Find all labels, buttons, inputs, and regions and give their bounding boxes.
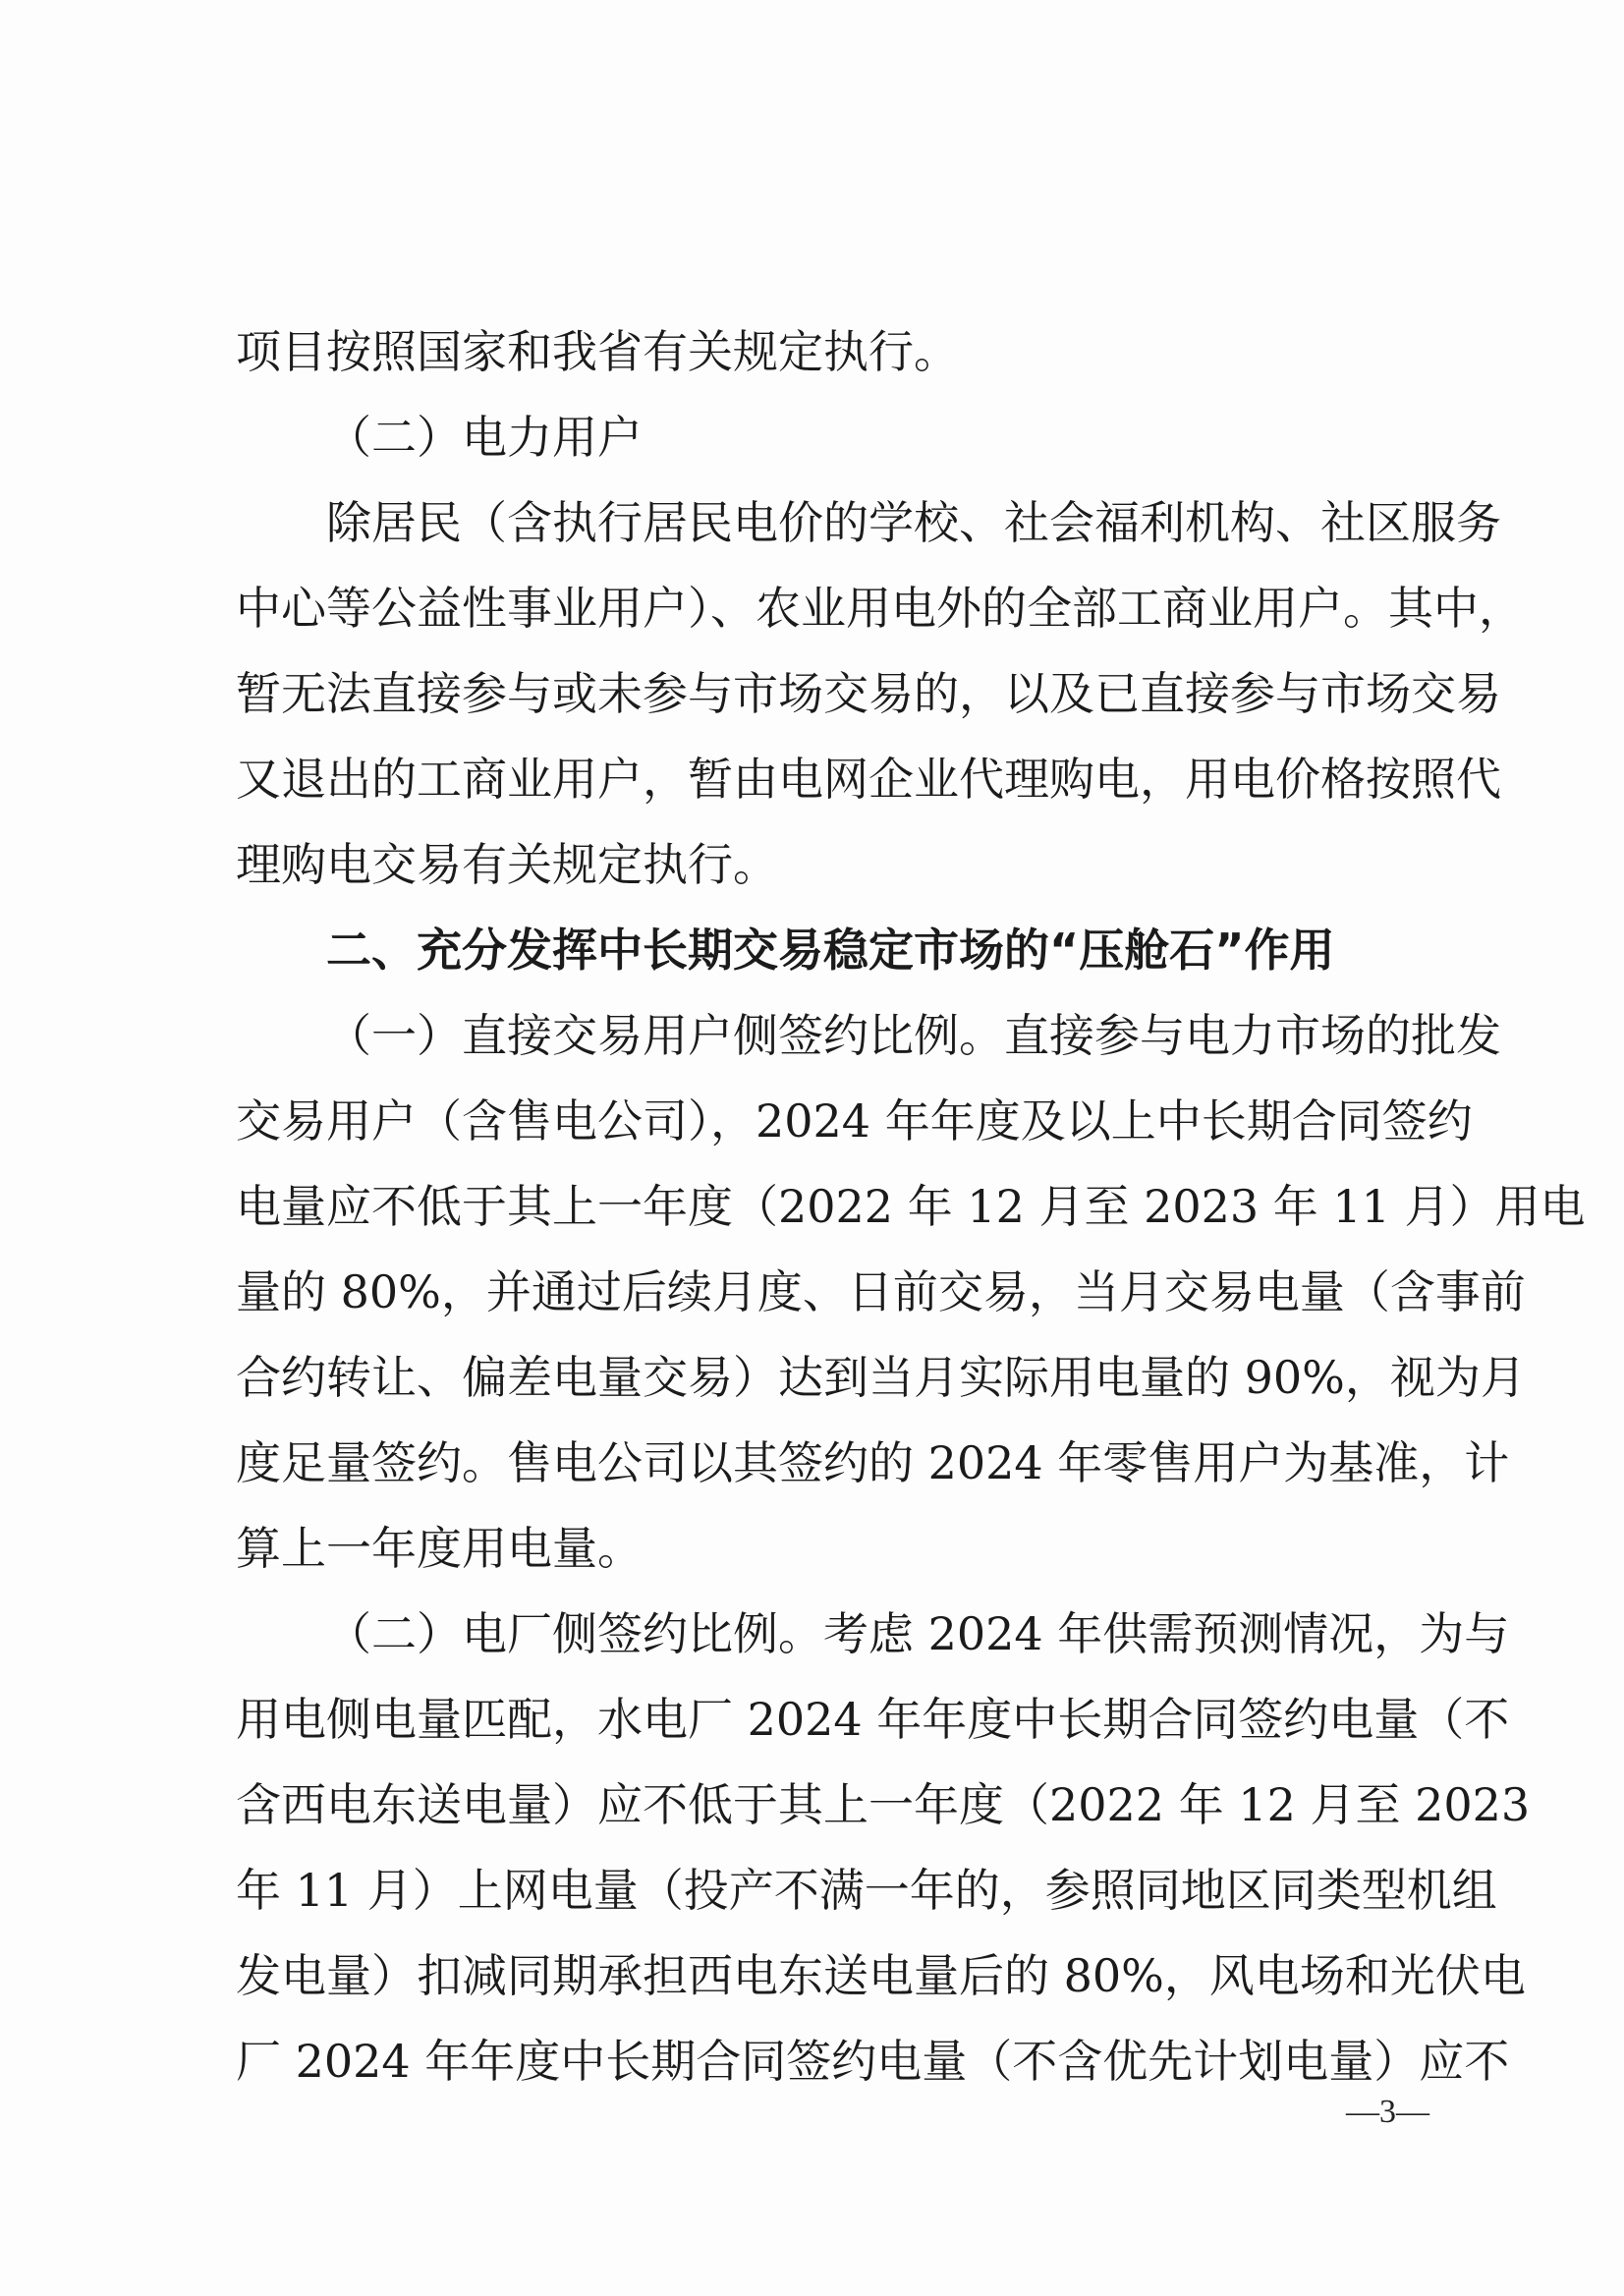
paragraph-line: 算上一年度用电量。: [236, 1522, 643, 1575]
paragraph-line: 用电侧电量匹配，水电厂 2024 年年度中长期合同签约电量（不: [236, 1693, 1510, 1746]
paragraph-line: 发电量）扣减同期承担西电东送电量后的 80%，风电场和光伏电: [236, 1949, 1526, 2002]
paragraph-line: 理购电交易有关规定执行。: [236, 838, 778, 891]
paragraph-line: （一）直接交易用户侧签约比例。直接参与电力市场的批发: [326, 1009, 1501, 1062]
paragraph-line: 中心等公益性事业用户）、农业用电外的全部工商业用户。其中，: [236, 582, 1524, 635]
paragraph-line: 度足量签约。售电公司以其签约的 2024 年零售用户为基准，计: [236, 1436, 1510, 1489]
paragraph-line: 年 11 月）上网电量（投产不满一年的，参照同地区同类型机组: [236, 1864, 1497, 1917]
paragraph-line: 暂无法直接参与或未参与市场交易的，以及已直接参与市场交易: [236, 667, 1501, 720]
paragraph-line: 电量应不低于其上一年度（2022 年 12 月至 2023 年 11 月）用电: [236, 1180, 1586, 1233]
paragraph-line: 除居民（含执行居民电价的学校、社会福利机构、社区服务: [326, 496, 1501, 549]
page-number: —3—: [1346, 2094, 1429, 2130]
paragraph-line: 厂 2024 年年度中长期合同签约电量（不含优先计划电量）应不: [236, 2035, 1510, 2088]
section-subheading: （二）电力用户: [326, 411, 643, 464]
paragraph-line: 交易用户（含售电公司），2024 年年度及以上中长期合同签约: [236, 1094, 1473, 1148]
paragraph-line: 又退出的工商业用户，暂由电网企业代理购电，用电价格按照代: [236, 753, 1501, 806]
paragraph-line: 合约转让、偏差电量交易）达到当月实际用电量的 90%，视为月: [236, 1351, 1526, 1404]
paragraph-line: 量的 80%，并通过后续月度、日前交易，当月交易电量（含事前: [236, 1265, 1526, 1318]
section-heading: 二、充分发挥中长期交易稳定市场的“压舱石”作用: [326, 924, 1335, 977]
paragraph-line: 项目按照国家和我省有关规定执行。: [236, 325, 959, 378]
paragraph-line: （二）电厂侧签约比例。考虑 2024 年供需预测情况，为与: [326, 1607, 1510, 1660]
paragraph-line: 含西电东送电量）应不低于其上一年度（2022 年 12 月至 2023: [236, 1778, 1531, 1831]
